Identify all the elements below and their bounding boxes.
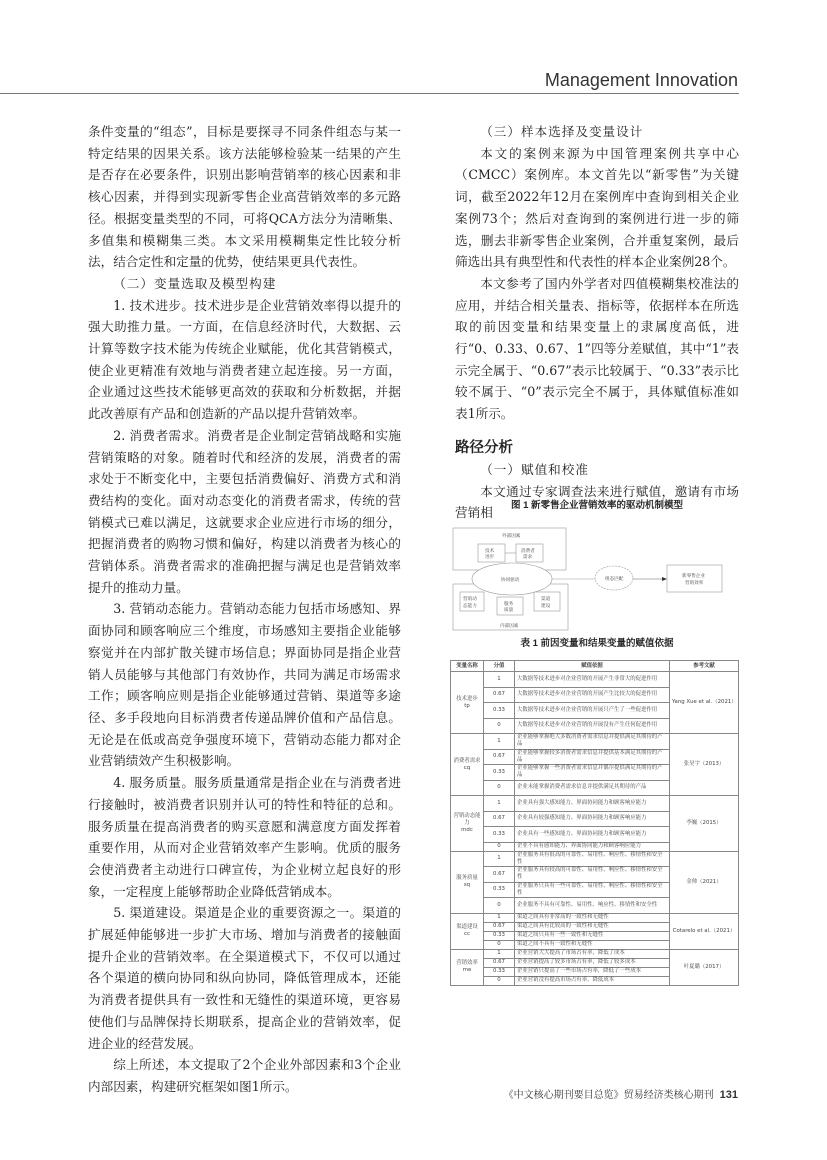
basis-cell: 企业服务具有较高的可靠性、易用性、响应性、移情性和安全性: [515, 867, 670, 883]
table-caption: 表 1 前因变量和结果变量的赋值依据: [520, 638, 674, 649]
score-cell: 0.67: [484, 687, 515, 703]
paragraph: 1. 技术进步。技术进步是企业营销效率得以提升的强大助推力量。一方面，在信息经济时代，大数据、云计算等数字技术能为传统企业赋能，优化其营销模式，使企业更精准有效地与消费者建立起连接。另一方面，企业通过这些技术能够更高效的获取和分析数据，并据此改善原有产品和创造新的产品以提升营销效率。: [88, 297, 401, 422]
basis-cell: 企业能够掌握较多消费者需求信息并提供基本满足其期待的产品: [515, 749, 670, 765]
paragraph: 5. 渠道建设。渠道是企业的重要资源之一。渠道的扩展延伸能够进一步扩大市场、增加与消费者的接触面提升企业的营销效率。在全渠道模式下，不仅可以通过各个渠道的横向协同和纵向协同，降低管理成本，还能为消费者提供具有一致性和无缝性的渠道环境，更容易使他们与品牌保持长期联系，提高企业的营销效率，促进企业的经营发展。: [88, 905, 401, 1051]
mdc-label-2: 态能力: [463, 604, 477, 609]
header-score: 分值: [484, 661, 515, 672]
footer: [504, 1086, 738, 1101]
service-label-2: 质量: [504, 608, 514, 613]
basis-cell: 渠道之间只具有一些一致性和无缝性: [515, 931, 670, 940]
basis-cell: 企业营销只提高了一些市场占有率，降低了一些成本: [515, 967, 670, 976]
reference-cell: Yang Xue et al.（2021）: [670, 672, 739, 734]
reference-cell: 李巍（2015）: [670, 796, 739, 852]
basis-cell: 企业服务不具有可靠性、易用性、响应性、移情性和安全性: [515, 898, 670, 914]
paragraph: 综上所述，本文提取了2个企业外部因素和3个企业内部因素，构建研究框架如图1所示。: [88, 1057, 401, 1094]
basis-cell: 企业具有较强感知能力、界面协同能力和顾客响应能力: [515, 811, 670, 827]
journal-header: Management Innovation: [544, 70, 738, 90]
right-column: [455, 121, 739, 524]
variable-code: mdc: [461, 826, 473, 833]
outcome-label-2: 营销效率: [685, 581, 704, 586]
score-cell: 0: [484, 780, 515, 796]
score-cell: 0.67: [484, 749, 515, 765]
header-rule: [0, 93, 739, 94]
reference-cell: 张昊宇（2013）: [670, 734, 739, 796]
basis-cell: 企业未能掌握消费者需求信息并提供满足其期待的产品: [515, 780, 670, 796]
page-number: 131: [719, 1089, 738, 1101]
table-row: [451, 734, 739, 750]
variable-name-cell: [451, 851, 484, 913]
score-cell: 0.33: [484, 765, 515, 781]
paragraph: 本文的案例来源为中国管理案例共享中心（CMCC）案例库。本文首先以“新零售”为关键词，截至2022年12月在案例库中查询到相关企业案例73个；然后对查询到的案例进行进一步的筛选，删去非新零售企业案例，合并重复案例，最后筛选出具有典型性和代表性的样本企业案例28个。: [455, 145, 739, 270]
paragraph: 本文参考了国内外学者对四值模糊集校准法的应用，并结合相关量表、指标等，依据样本在所选取的前因变量和结果变量上的隶属度高低，进行“0、0.33、0.67、1”四等分差赋值，其中“1”表示完全属于、“0.67”表示比较属于、“0.33”表示比较不属于、“0”表示完全不属于，具体赋值标准如表1所示。: [455, 275, 739, 422]
score-cell: 1: [484, 913, 515, 922]
left-column: [88, 121, 401, 1098]
variable-name-cell: [451, 672, 484, 734]
basis-cell: 渠道之间不具有一致性和无缝性: [515, 940, 670, 949]
variable-name: 服务质量: [456, 875, 478, 881]
internal-label: 内部因素: [500, 624, 519, 629]
tech-label: 技术: [485, 549, 495, 554]
header-reference: 参考文献: [670, 661, 739, 672]
score-cell: 0.67: [484, 958, 515, 967]
basis-cell: 企业营销大大提高了市场占有率，降低了成本: [515, 949, 670, 958]
basis-cell: 渠道之间具有比较高的一致性和无缝性: [515, 922, 670, 931]
consumer-label: 消费者: [521, 549, 535, 554]
basis-cell: 企业服务只具有一些可靠性、易用性、响应性、移情性和安全性: [515, 882, 670, 898]
variable-name: 消费者需求: [453, 757, 481, 764]
synergy-label: 协同驱动: [501, 578, 520, 583]
external-label: 外部因素: [502, 534, 521, 539]
variable-name-cell: [451, 949, 484, 985]
basis-cell: 大数据等技术进步对企业营销的开展没有产生任何促进作用: [515, 718, 670, 734]
table-row: [451, 851, 739, 867]
paragraph: 4. 服务质量。服务质量通常是指企业在与消费者进行接触时，被消费者识别并认可的特性和特征的总和。服务质量在提高消费者的购买意愿和满意度方面发挥着重要作用，从而对企业营销效率产生影响。优质的服务会使消费者主动进行口碑宣传，为企业树立起良好的形象，一定程度上能够帮助企业降低营销成本。: [88, 775, 401, 899]
basis-cell: 大数据等技术进步对企业营销的开展产生非常大的促进作用: [515, 672, 670, 688]
score-cell: 1: [484, 734, 515, 750]
mdc-label: 营销动: [463, 597, 477, 602]
table-row: [451, 913, 739, 922]
score-cell: 0.33: [484, 827, 515, 843]
basis-cell: 大数据等技术进步对企业营销的开展产生比较大的促进作用: [515, 687, 670, 703]
score-cell: 1: [484, 949, 515, 958]
score-cell: 0: [484, 718, 515, 734]
variable-name-cell: [451, 734, 484, 796]
figure-caption: 图 1 新零售企业营销效率的驱动机制模型: [510, 500, 684, 511]
reference-cell: 金帅（2021）: [670, 851, 739, 913]
score-cell: 0: [484, 898, 515, 914]
assignment-table: [450, 660, 739, 986]
basis-cell: 大数据等技术进步对企业营销的开展只产生了一些促进作用: [515, 703, 670, 719]
section-heading: 路径分析: [455, 439, 513, 456]
model-figure: [452, 522, 742, 632]
score-cell: 0.67: [484, 867, 515, 883]
subsection-heading: （二）变量选取及模型构建: [113, 275, 277, 291]
basis-cell: 企业能够掌握一些消费者需求信息并偶尔提供满足其期待的产品: [515, 765, 670, 781]
variable-name: 渠道建设: [456, 924, 478, 930]
outcome-label: 新零售企业: [682, 574, 705, 579]
basis-cell: 企业服务具有很高的可靠性、易用性、响应性、移情性和安全性: [515, 851, 670, 867]
score-cell: 1: [484, 796, 515, 812]
variable-code: me: [462, 967, 472, 973]
variable-code: tp: [464, 702, 470, 709]
basis-cell: 企业不具有感知能力、界面协同能力和顾客响应能力: [515, 842, 670, 851]
table-row: [451, 796, 739, 812]
table-row: [451, 949, 739, 958]
footer-journal: 《中文核心期刊要目总览》贸易经济类核心期刊: [503, 1090, 714, 1101]
variable-name: 营销效率: [456, 960, 478, 966]
service-label: 服务: [504, 602, 514, 607]
basis-cell: 企业营销没有提高市场占有率，降低成本: [515, 976, 670, 985]
variable-name: 技术进步: [456, 695, 478, 702]
score-cell: 0: [484, 842, 515, 851]
paragraph: 本文通过专家调查法来进行赋值，邀请有市场营销相: [455, 483, 739, 521]
basis-cell: 渠道之间具有非常高的一致性和无缝性: [515, 913, 670, 922]
consumer-label-2: 需求: [523, 555, 533, 560]
variable-code: cq: [463, 764, 471, 771]
channel-label: 渠道: [541, 597, 551, 602]
table-row: [451, 672, 739, 688]
score-cell: 0.67: [484, 811, 515, 827]
paragraph: 3. 营销动态能力。营销动态能力包括市场感知、界面协同和顾客响应三个维度，市场感知主要指企业能够察觉并在内部扩散关键市场信息；界面协同是指企业营销人员能够与其他部门有效协作，共同为满足市场需求工作；顾客响应则是指企业能够通过营销、渠道等多途径、多手段地向目标消费者传递品牌价值和产品信息。无论是在低或高竞争强度环境下，营销动态能力都对企业营销绩效产生积极影响。: [88, 601, 401, 769]
paragraph: 2. 消费者需求。消费者是企业制定营销战略和实施营销策略的对象。随着时代和经济的发展，消费者的需求处于不断变化中，主要包括消费偏好、消费方式和消费结构的变化。面对动态变化的消费者需求，传统的营销模式已难以满足，这就要求企业应进行市场的细分，把握消费者的购物习惯和偏好，构建以消费者为核心的营销体系。消费者需求的准确把握与满足也是营销效率提升的推动力量。: [88, 427, 401, 595]
subsection-heading: （三）样本选择及变量设计: [480, 124, 644, 139]
basis-cell: 企业营销提高了较多市场占有率，降低了较多成本: [515, 958, 670, 967]
score-cell: 0.67: [484, 922, 515, 931]
basis-cell: 企业能够掌握绝大多数消费者需求信息并提供满足其期待的产品: [515, 734, 670, 750]
basis-cell: 企业具有一些感知能力、界面协同能力和顾客响应能力: [515, 827, 670, 843]
score-cell: 0.33: [484, 703, 515, 719]
reference-cell: Cotarelo et al.（2021）: [670, 913, 739, 949]
score-cell: 0.33: [484, 967, 515, 976]
variable-code: sq: [463, 882, 471, 888]
variable-name-cell: [451, 796, 484, 852]
reference-cell: 叶夏璐（2017）: [670, 949, 739, 985]
paragraph: 条件变量的“组态”，目标是要探寻不同条件组态与某一特定结果的因果关系。该方法能够检验某一结果的产生是否存在必要条件，识别出影响营销率的核心因素和非核心因素，并得到实现新零售企业高营销效率的多元路径。根据变量类型的不同，可将QCA方法分为清晰集、多值集和模糊集三类。本文采用模糊集定性比较分析法，结合定性和定量的优势，使结果更具代表性。: [88, 124, 401, 270]
score-cell: 0.33: [484, 882, 515, 898]
variable-name-cell: [451, 913, 484, 949]
variable-name: 营销动态能力: [453, 812, 481, 826]
header-variable: 变量名称: [451, 661, 484, 672]
score-cell: 0: [484, 940, 515, 949]
tech-label-2: 进步: [485, 555, 495, 560]
channel-label-2: 建设: [541, 604, 551, 609]
header-basis: 赋值依据: [515, 661, 670, 672]
basis-cell: 企业具有强大感知能力、界面协同能力和顾客响应能力: [515, 796, 670, 812]
score-cell: 0: [484, 976, 515, 985]
score-cell: 1: [484, 851, 515, 867]
score-cell: 0.33: [484, 931, 515, 940]
score-cell: 1: [484, 672, 515, 688]
variable-code: cc: [464, 931, 470, 937]
match-label: 组态匹配: [605, 577, 624, 582]
subsection-heading: （一）赋值和校准: [480, 461, 589, 477]
